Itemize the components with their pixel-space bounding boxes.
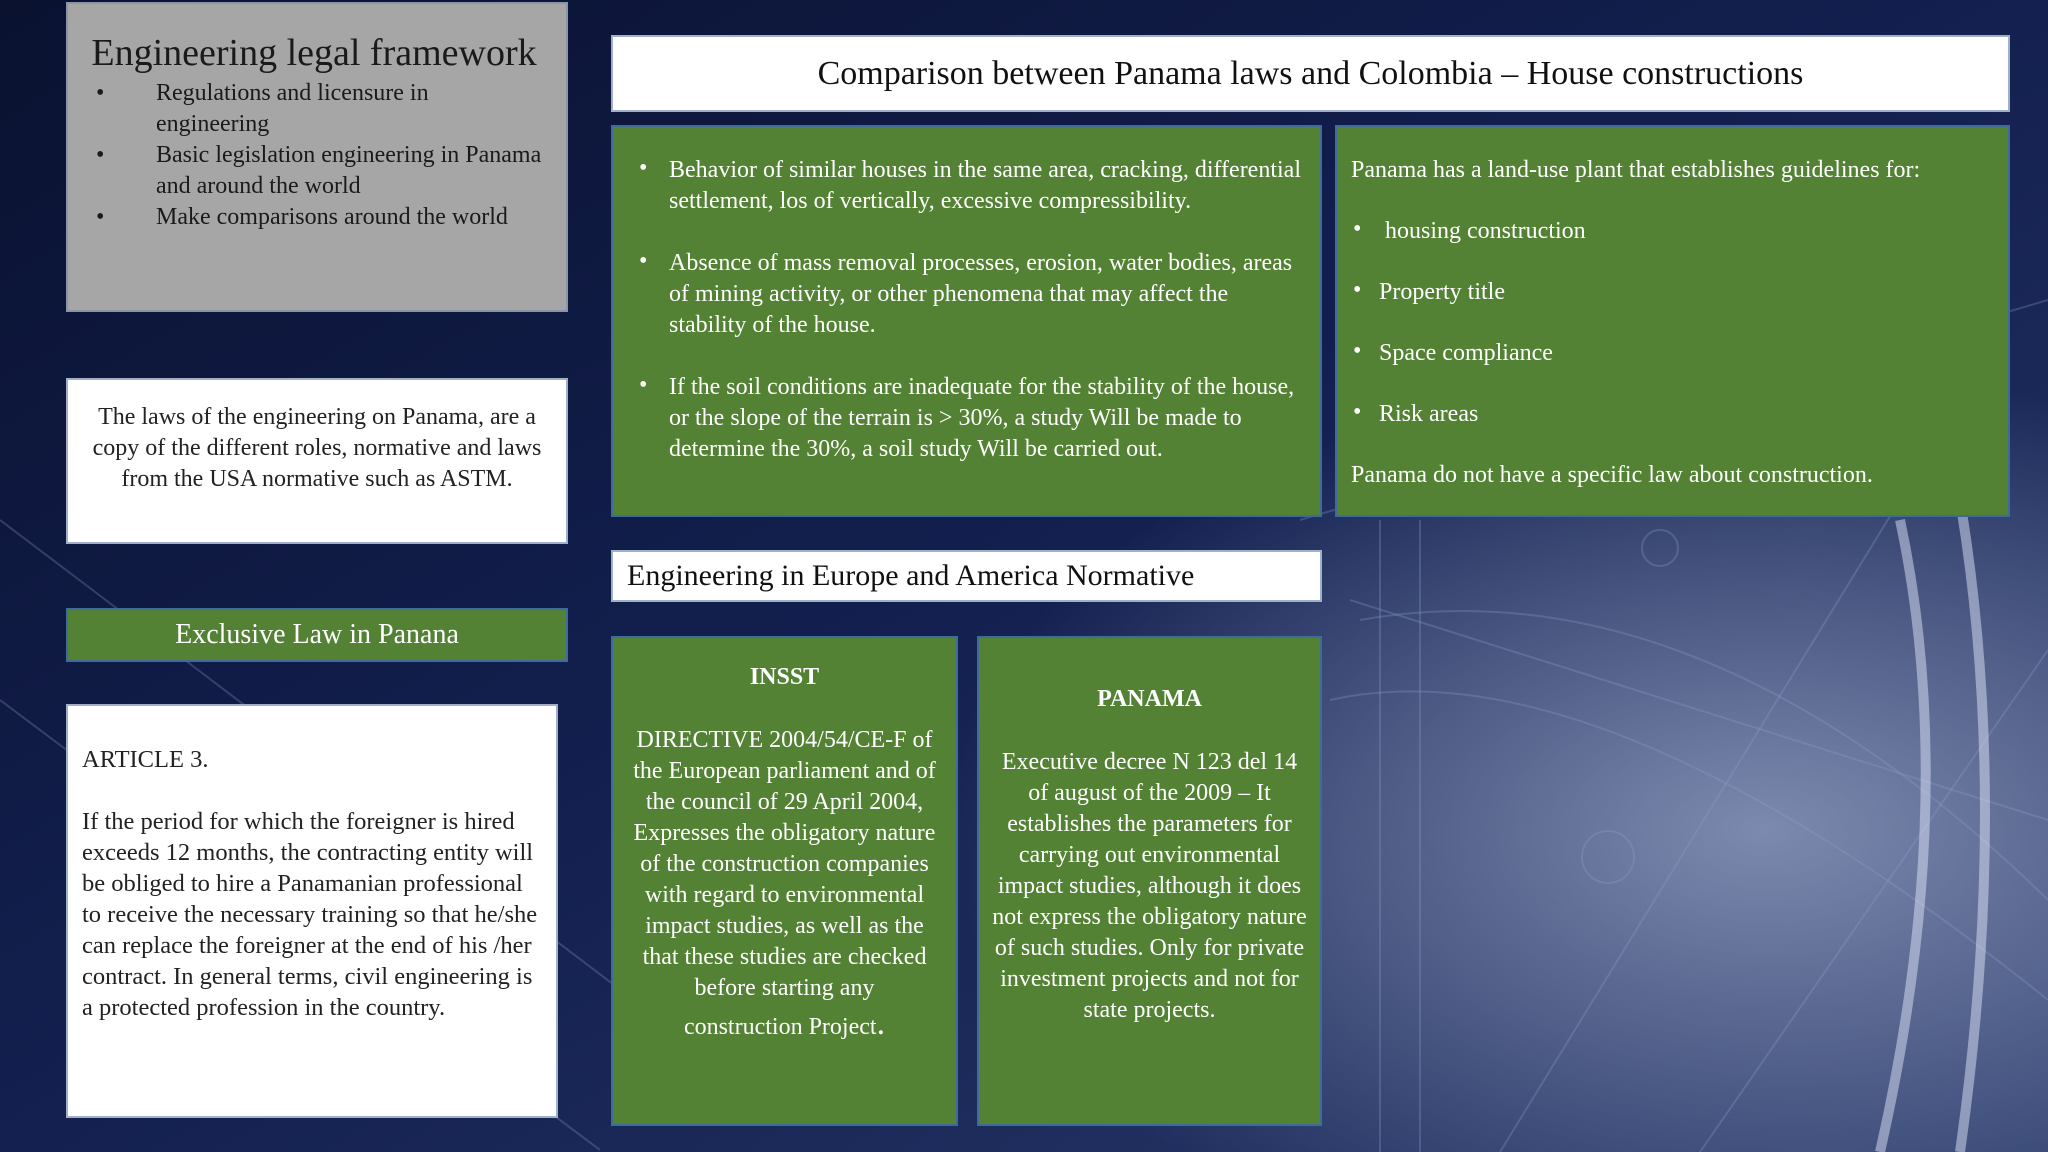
bullet-icon: •: [639, 372, 648, 398]
bullet-icon: •: [639, 248, 648, 274]
list-item: • If the soil conditions are inadequate for the stability of the house, or the slope of the terrain is > 30%, a study Will be made to determine the 30%, a soil study Will be carried out.: [639, 372, 1295, 462]
bullet-icon: •: [1353, 399, 1362, 425]
article-panel: [66, 704, 558, 1118]
legal-framework-panel: [66, 2, 568, 312]
list-item: • Property title: [1353, 277, 1505, 305]
colombia-points-panel: [611, 125, 1322, 517]
colombia-points-list: [627, 155, 1306, 465]
list-item: • Space compliance: [1353, 338, 1553, 366]
article-title: ARTICLE 3.: [82, 746, 209, 773]
legal-framework-list: [82, 78, 546, 233]
panama-decree-body: Executive decree N 123 del 14 of august of the 2009 – It establishes the parameters for carrying out environmental impact studies, although it does not express the obligatory nature of such studies. Only for private investment projects and not for state projects.: [992, 749, 1307, 1023]
list-item: • Behavior of similar houses in the same area, cracking, differential settlement, los of vertically, excessive compressibility.: [639, 155, 1301, 214]
panama-decree-panel: [977, 636, 1322, 1126]
panama-intro: Panama has a land-use plant that establishes guidelines for:: [1351, 157, 1921, 183]
panama-land-use-panel: [1335, 125, 2010, 517]
normative-heading: Engineering in Europe and America Normative: [611, 550, 1322, 602]
insst-body: DIRECTIVE 2004/54/CE-F of the European parliament and of the council of 29 April 2004, Expresses the obligatory nature of the construction companies with regard to environmental impact studies, as well as the that these studies are checked before starting any: [633, 727, 936, 1001]
comparison-heading: Comparison between Panama laws and Colombia – House constructions: [611, 35, 2010, 112]
list-item: • housing construction: [1353, 216, 1586, 244]
laws-note: The laws of the engineering on Panama, are a copy of the different roles, normative and laws from the USA normative such as ASTM.: [66, 378, 568, 544]
list-item: • Make comparisons around the world: [82, 202, 546, 233]
article-body: If the period for which the foreigner is hired exceeds 12 months, the contracting entity will be obliged to hire a Panamanian professional to receive the necessary training so that he/she can replace the foreigner at the end of his /her contract. In general terms, civil engineering is a protected profession in the country.: [82, 808, 538, 1021]
insst-panel: [611, 636, 958, 1126]
exclusive-law-heading: Exclusive Law in Panana: [66, 608, 568, 662]
panama-outro: Panama do not have a specific law about construction.: [1351, 462, 1873, 488]
bullet-icon: •: [1353, 338, 1362, 364]
list-item: • Basic legislation engineering in Panama and around the world: [96, 142, 542, 199]
panama-items-list: [1351, 216, 1996, 430]
panama-decree-title: PANAMA: [1097, 686, 1202, 712]
legal-framework-title: Engineering legal framework: [91, 32, 537, 74]
bullet-icon: •: [96, 142, 105, 168]
bullet-icon: •: [1353, 216, 1362, 242]
insst-title: INSST: [749, 664, 820, 690]
bullet-icon: •: [1353, 277, 1362, 303]
list-item: • Absence of mass removal processes, erosion, water bodies, areas of mining activity, or other phenomena that may affect the stability of the house.: [639, 248, 1293, 338]
list-item: • Regulations and licensure in engineering: [96, 80, 429, 137]
bullet-icon: •: [96, 204, 105, 230]
insst-last-line: construction Project.: [683, 1005, 886, 1042]
insst-end-mark: .: [876, 1005, 886, 1042]
bullet-icon: •: [639, 155, 648, 181]
bullet-icon: •: [96, 80, 105, 106]
list-item: • Risk areas: [1353, 399, 1479, 427]
